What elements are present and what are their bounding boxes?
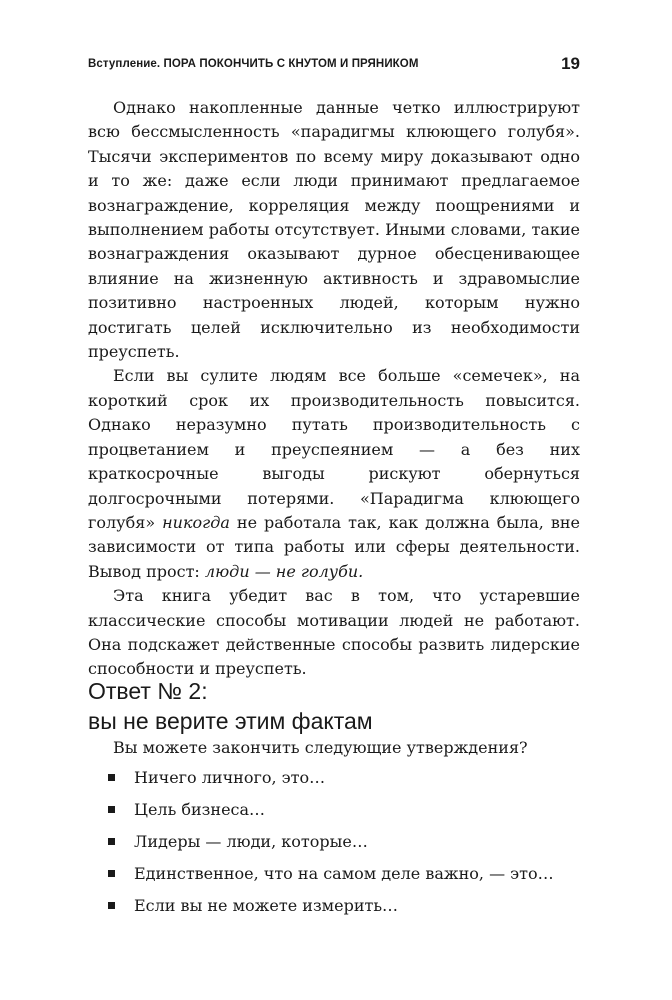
list-item-text: Единственное, что на самом деле важно, — это… xyxy=(134,864,554,883)
square-bullet-icon xyxy=(108,902,115,909)
list-item-text: Цель бизнеса… xyxy=(134,800,266,819)
running-head xyxy=(88,58,419,70)
running-head-chapter: Вступление. xyxy=(88,58,161,70)
list-item xyxy=(104,894,580,926)
paragraph-2-text-b: не работала так, как должна была, вне зависимости от типа работы или сферы деятельности. Вывод прост: xyxy=(88,512,581,581)
list-item xyxy=(104,766,580,798)
statement-list xyxy=(104,766,580,926)
list-item-text: Лидеры — люди, которые… xyxy=(134,832,368,851)
running-head-title: ПОРА ПОКОНЧИТЬ С КНУТОМ И ПРЯНИКОМ xyxy=(163,58,419,70)
body-text xyxy=(88,96,580,682)
section-heading-line-1: Ответ № 2: xyxy=(88,678,208,704)
list-intro: Вы можете закончить следующие утверждения? xyxy=(113,738,528,757)
square-bullet-icon xyxy=(108,838,115,845)
list-item xyxy=(104,862,580,894)
square-bullet-icon xyxy=(108,774,115,781)
emphasis-never: никогда xyxy=(162,512,230,532)
square-bullet-icon xyxy=(108,806,115,813)
section-heading-line-2: вы не верите этим фактам xyxy=(88,708,373,734)
paragraph-2 xyxy=(88,364,580,584)
square-bullet-icon xyxy=(108,870,115,877)
emphasis-conclusion: люди — не голуби. xyxy=(204,561,364,581)
page-header xyxy=(88,54,580,78)
list-item xyxy=(104,830,580,862)
list-item-text: Ничего личного, это… xyxy=(134,768,326,787)
list-item-text: Если вы не можете измерить… xyxy=(134,896,399,915)
paragraph-1: Однако накопленные данные четко иллюстрируют всю бессмысленность «парадигмы клюющего голубя». Тысячи экспериментов по всему миру доказывают одно и то же: даже если люди принимают предлагаемое вознаграждение, корреляция между поощрениями и выполнением работы отсутствует. Иными словами, такие вознаграждения оказывают дурное обесценивающее влияние на жизненную активность и здравомыслие позитивно настроенных людей, которым нужно достигать целей исключительно из необходимости преуспеть. xyxy=(88,98,580,362)
paragraph-3: Эта книга убедит вас в том, что устаревшие классические способы мотивации людей не работают. Она подскажет действенные способы развить лидерские способности и преуспеть. xyxy=(88,586,580,679)
list-item xyxy=(104,798,580,830)
section-heading xyxy=(88,676,580,736)
paragraph-2-text-a: Если вы сулите людям все больше «семечек», на короткий срок их производительность повысится. Однако неразумно путать производительность с процветанием и преуспеянием — а без них краткосрочные выгоды рискуют обернуться долгосрочными потерями. «Парадигма клюющего голубя» xyxy=(88,366,580,532)
page-number: 19 xyxy=(561,54,580,73)
